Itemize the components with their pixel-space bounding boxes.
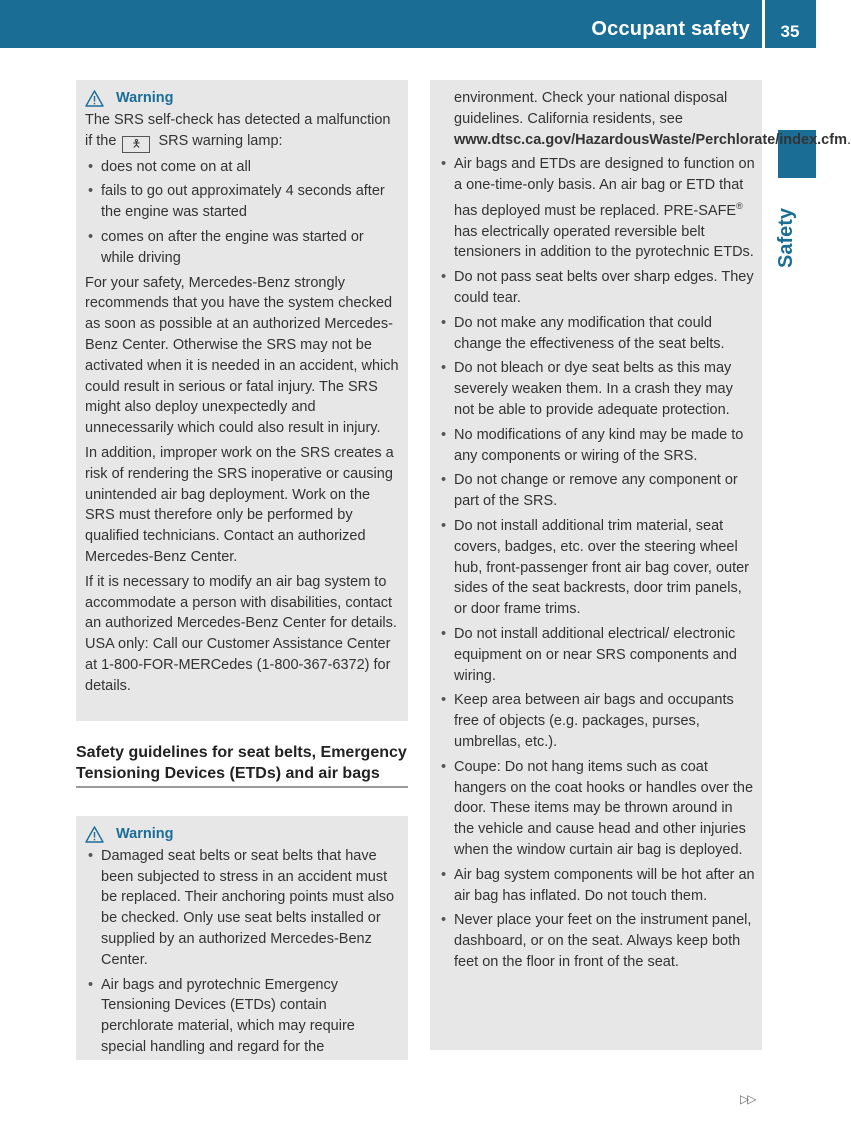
paragraph: If it is necessary to modify an air bag system to accommodate a person with disabilities, contact an authorized Mercedes-Benz Center for details. USA only: Call our Customer Assistance Center at 1-800-FOR-MERCedes (1-800-367-6372) for details. (85, 573, 397, 694)
warning-box-srs (76, 80, 408, 721)
warning-triangle-icon (85, 90, 104, 107)
etd-text: Air bags and ETDs are designed to function on a one-time-only basis. An air bag or ETD that has deployed must be replaced. PRE-SAFE (454, 156, 755, 219)
list-item: • does not come on at all (85, 157, 400, 178)
paragraph: For your safety, Mercedes-Benz strongly recommends that you have the system checked as soon as possible at an authorized Mercedes-Benz Center. Otherwise the SRS may not be activated when it is needed in an accident, which could result in serious or fatal injury. The SRS might also deploy unexpectedly and unnecessarily which could also result in injury. (85, 274, 399, 437)
srs-warning-lamp-icon: 🯅 (122, 136, 150, 153)
list-item: • fails to go out approximately 4 seconds after the engine was started (85, 181, 400, 223)
continue-marker: ▷▷ (740, 1092, 755, 1106)
continued-text (438, 88, 851, 150)
list-item: • No modifications of any kind may be made to any components or wiring of the SRS. (438, 425, 755, 467)
url-end: . (846, 131, 851, 148)
paragraph: In addition, improper work on the SRS creates a risk of rendering the SRS inoperative or causing unintended air bag deployment. Work on the SRS must therefore only be performed by qualified technicians. Contact an authorized Mercedes-Benz Center. (85, 444, 394, 565)
list-item: • Air bag system components will be hot after an air bag has inflated. Do not touch them. (438, 865, 755, 907)
warning-box-seat-belts (76, 816, 408, 1060)
list-item: • Damaged seat belts or seat belts that have been subjected to stress in an accident must be replaced. Their anchoring points must also be checked. Only use seat belts installed or supplied by an authorized Mercedes-Benz Center. (85, 846, 400, 971)
safety-rules-list (438, 154, 755, 972)
warning-heading (85, 824, 400, 845)
intro-text: The SRS self-check has detected a malfunction if the (85, 111, 391, 149)
list-item: • Do not pass seat belts over sharp edges. They could tear. (438, 267, 755, 309)
page-number: 35 (780, 22, 800, 41)
list-item: • Never place your feet on the instrument panel, dashboard, or on the seat. Always keep both feet on the floor in front of the seat. (438, 910, 755, 972)
list-item: • Do not install additional electrical/ electronic equipment on or near SRS components and wiring. (438, 624, 755, 686)
section-heading: Safety guidelines for seat belts, Emergency Tensioning Devices (ETDs) and air bags (76, 743, 408, 788)
warning-triangle-icon (85, 826, 104, 843)
list-item (438, 154, 755, 263)
page-header (0, 0, 816, 48)
etd-text-end: has electrically operated reversible belt tensioners in addition to the pyrotechnic ETDs. (454, 223, 754, 261)
continued-lead: environment. Check your national disposal guidelines. California residents, see (454, 90, 728, 127)
list-item: • Do not change or remove any component or part of the SRS. (438, 470, 755, 512)
list-item: • Coupe: Do not hang items such as coat hangers on the coat hooks or handles over the door. These items may be thrown around in the vehicle and cause head and other injuries when the window curtain air bag is deployed. (438, 757, 755, 861)
list-item: • Keep area between air bags and occupants free of objects (e.g. packages, purses, umbrellas, etc.). (438, 690, 755, 752)
disposal-url: www.dtsc.ca.gov/HazardousWaste/Perchlorate/index.cfm (454, 131, 847, 148)
registered-mark: ® (736, 200, 743, 211)
warning-heading (85, 88, 400, 109)
warning-list (85, 846, 400, 1058)
list-item: • Do not make any modification that could change the effectiveness of the seat belts. (438, 313, 755, 355)
warning-title: Warning (116, 90, 174, 106)
warning-intro (85, 110, 400, 153)
list-item: • Do not bleach or dye seat belts as this may severely weaken them. In a crash they may not be able to provide adequate protection. (438, 358, 755, 420)
chapter-label: Safety (775, 207, 797, 268)
list-item: • comes on after the engine was started or while driving (85, 227, 400, 269)
list-item: • Air bags and pyrotechnic Emergency Tensioning Devices (ETDs) contain perchlorate material, which may require special handling and regard for the (85, 975, 400, 1058)
list-item: • Do not install additional trim material, seat covers, badges, etc. over the steering wheel hub, front-passenger front air bag cover, outer sides of the seat backrests, door trim panels, or door frame trims. (438, 516, 755, 620)
section-title: Occupant safety (591, 18, 750, 40)
warning-title: Warning (116, 826, 174, 842)
intro-text-end: SRS warning lamp: (158, 132, 283, 149)
header-divider (762, 0, 765, 48)
lamp-conditions-list (85, 157, 400, 269)
